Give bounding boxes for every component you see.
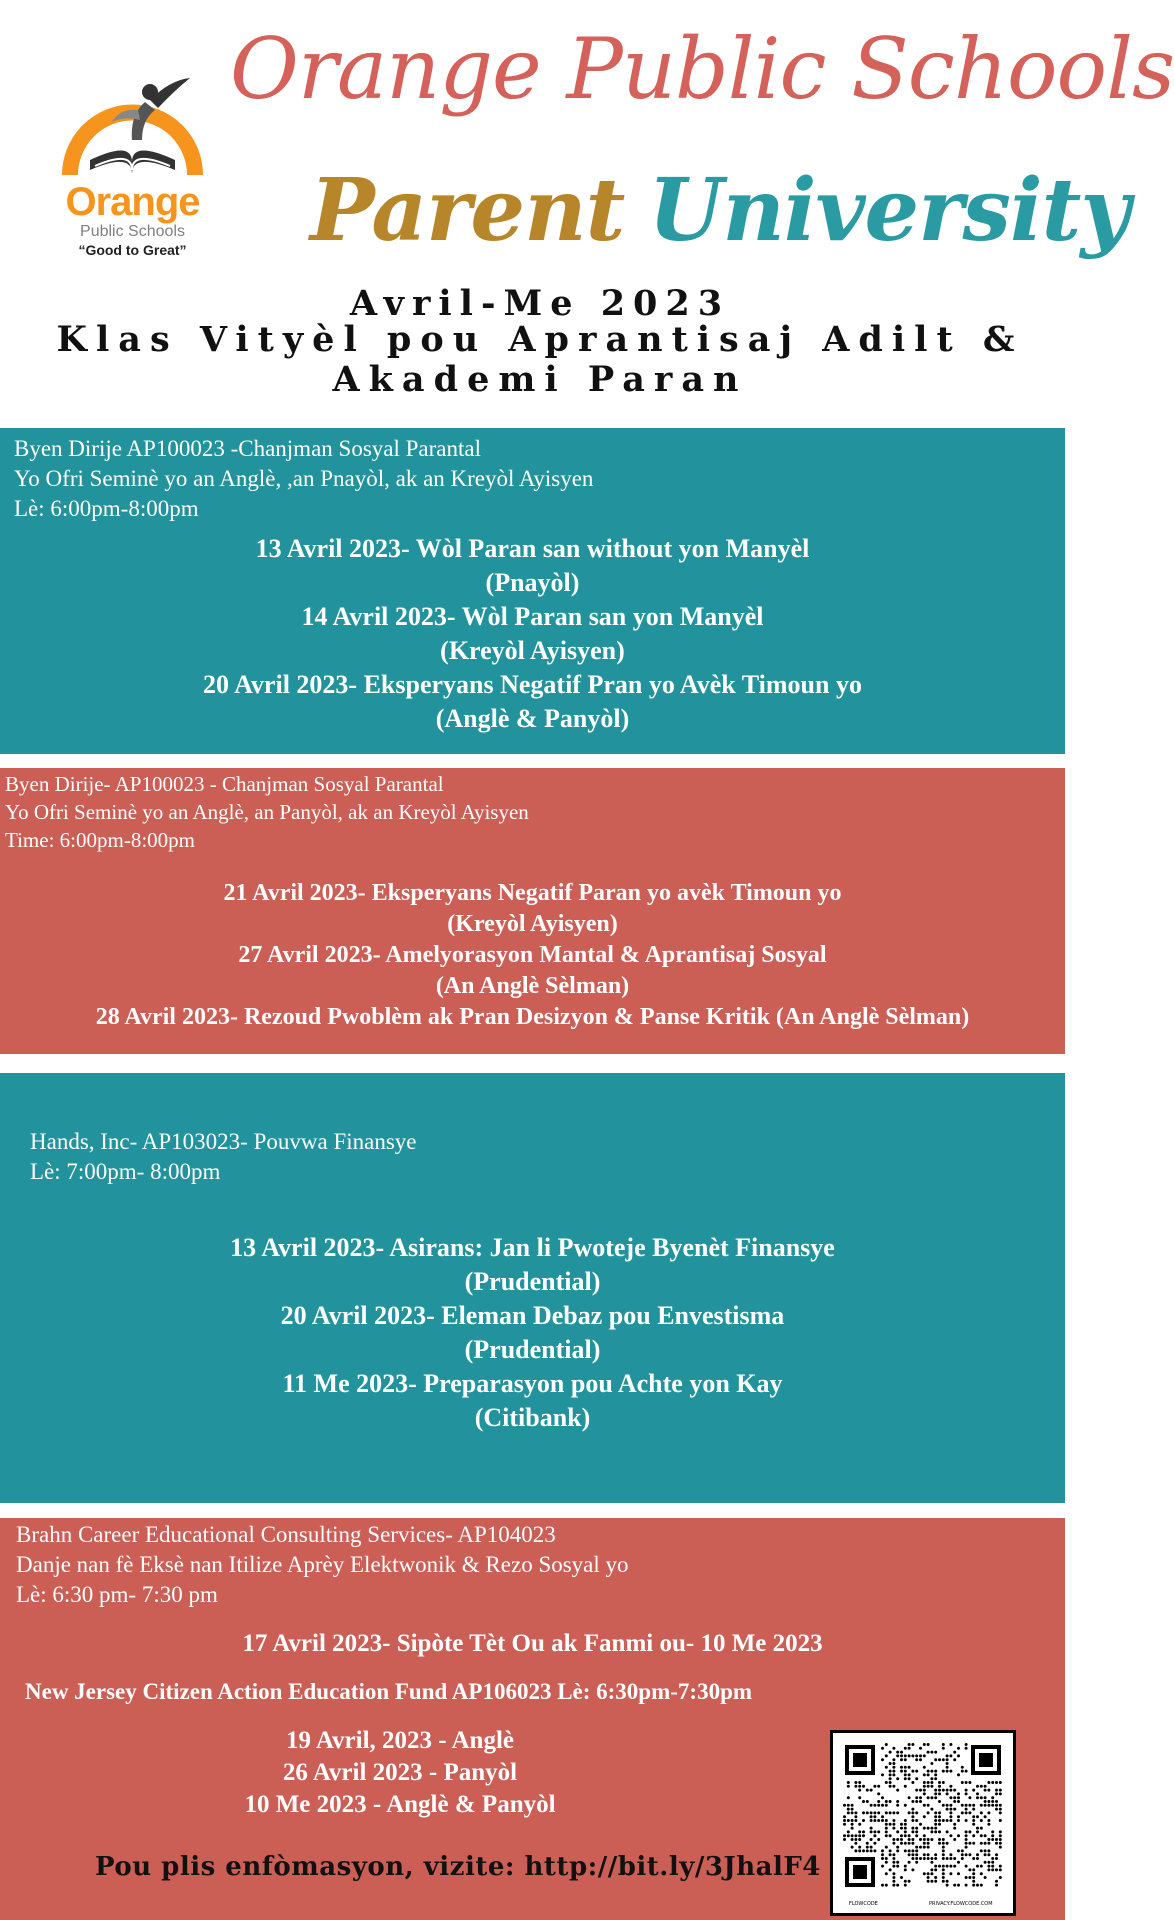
qr-code-icon bbox=[833, 1733, 1013, 1913]
section-4-info bbox=[16, 1520, 629, 1610]
info-line: Brahn Career Educational Consulting Services- AP104023 bbox=[16, 1522, 556, 1547]
info-line: Yo Ofri Seminè yo an Anglè, an Panyòl, ak an Kreyòl Ayisyen bbox=[5, 800, 529, 824]
org-line: New Jersey Citizen Action Education Fund AP106023 Lè: 6:30pm-7:30pm bbox=[25, 1679, 753, 1704]
event-line: 27 Avril 2023- Amelyorasyon Mantal & Aprantisaj Sosyal bbox=[238, 942, 827, 968]
event-line: (Prudential) bbox=[464, 1267, 601, 1296]
section-4-events bbox=[150, 1725, 650, 1821]
event-line: 11 Me 2023- Preparasyon pou Achte yon Kay bbox=[282, 1369, 783, 1398]
event-line: 19 Avril, 2023 - Anglè bbox=[285, 1727, 514, 1754]
logo-tagline: “Good to Great” bbox=[78, 242, 187, 258]
info-line: Lè: 7:00pm- 8:00pm bbox=[30, 1159, 221, 1184]
event-line: 13 Avril 2023- Asirans: Jan li Pwoteje Byenèt Finansye bbox=[230, 1233, 835, 1262]
info-line: Hands, Inc- AP103023- Pouvwa Finansye bbox=[30, 1129, 417, 1154]
info-line: Yo Ofri Seminè yo an Anglè, ,an Pnayòl, ak an Kreyòl Ayisyen bbox=[14, 466, 594, 491]
page-title: Orange Public Schools bbox=[230, 20, 1174, 118]
event-line: 20 Avril 2023- Eleman Debaz pou Envestisma bbox=[280, 1301, 785, 1330]
qr-code[interactable] bbox=[830, 1730, 1016, 1916]
section-2-events bbox=[0, 878, 1065, 1033]
section-1-events bbox=[0, 532, 1065, 736]
info-line: Time: 6:00pm-8:00pm bbox=[5, 828, 195, 852]
event-line: (Citibank) bbox=[474, 1403, 591, 1432]
event-line: (Prudential) bbox=[464, 1335, 601, 1364]
section-2-info bbox=[5, 770, 529, 854]
qr-label-left: FLOWCODE bbox=[849, 1901, 878, 1907]
event-line: 26 Avril 2023 - Panyòl bbox=[282, 1759, 518, 1786]
info-line: Byen Dirije- AP100023 - Chanjman Sosyal Parantal bbox=[5, 772, 444, 796]
program-subtitle: Klas Vityèl pou Aprantisaj Adilt & Akademi Paran bbox=[56, 319, 1024, 400]
event-line: (Kreyòl Ayisyen) bbox=[440, 636, 625, 665]
event-line: 14 Avril 2023- Wòl Paran san yon Manyèl bbox=[301, 602, 764, 631]
section-3-events bbox=[0, 1231, 1065, 1435]
school-logo bbox=[50, 70, 215, 260]
section-2-band bbox=[0, 768, 1065, 1054]
logo-subtitle: Public Schools bbox=[80, 223, 185, 240]
section-3-band bbox=[0, 1073, 1065, 1503]
section-1-band bbox=[0, 428, 1065, 754]
event-line: 13 Avril 2023- Wòl Paran san without yon Manyèl bbox=[255, 534, 810, 563]
program-title-word-university: University bbox=[648, 160, 1130, 261]
event-line: (Pnayòl) bbox=[485, 568, 580, 597]
program-title bbox=[310, 160, 1129, 261]
event-line: (An Anglè Sèlman) bbox=[435, 973, 630, 999]
section-3-info bbox=[30, 1127, 417, 1187]
program-title-word-parent: Parent bbox=[310, 160, 625, 261]
qr-label-right: PRIVACY.FLOWCODE.COM bbox=[929, 1901, 993, 1907]
info-line: Lè: 6:00pm-8:00pm bbox=[14, 496, 199, 521]
event-line: (Kreyòl Ayisyen) bbox=[447, 911, 618, 937]
date-range: Avril-Me 2023 bbox=[349, 283, 731, 324]
info-line: Lè: 6:30 pm- 7:30 pm bbox=[16, 1582, 218, 1607]
section-4-event: 17 Avril 2023- Sipòte Tèt Ou ak Fanmi ou- 10 Me 2023 bbox=[242, 1630, 823, 1657]
more-info-link[interactable]: Pou plis enfòmasyon, vizite: http://bit.ly/3JhalF4 bbox=[95, 1852, 821, 1882]
info-line: Byen Dirije AP100023 -Chanjman Sosyal Parantal bbox=[14, 436, 481, 461]
event-line: 10 Me 2023 - Anglè & Panyòl bbox=[244, 1791, 556, 1818]
event-line: (Anglè & Panyòl) bbox=[435, 704, 630, 733]
event-line: 21 Avril 2023- Eksperyans Negatif Paran yo avèk Timoun yo bbox=[223, 880, 842, 906]
info-line: Danje nan fè Eksè nan Itilize Aprèy Elektwonik & Rezo Sosyal yo bbox=[16, 1552, 629, 1577]
logo-wordmark: Orange bbox=[65, 180, 200, 224]
logo-emblem-icon bbox=[50, 70, 215, 185]
header bbox=[0, 0, 1174, 425]
section-1-info bbox=[14, 434, 593, 524]
event-line: 20 Avril 2023- Eksperyans Negatif Pran yo Avèk Timoun yo bbox=[203, 670, 862, 699]
event-line: 28 Avril 2023- Rezoud Pwoblèm ak Pran Desizyon & Panse Kritik (An Anglè Sèlman) bbox=[95, 1004, 970, 1030]
